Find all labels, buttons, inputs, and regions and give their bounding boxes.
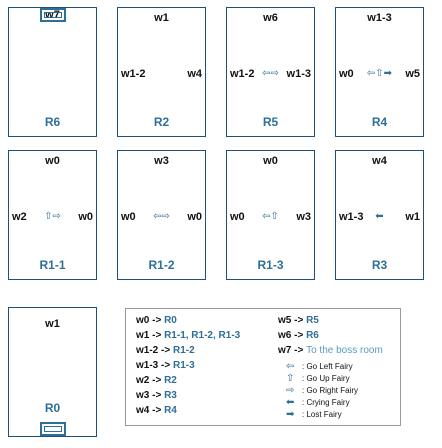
- fairy-icons: ⇦⇨: [153, 211, 170, 222]
- mapping-source: w7 ->: [278, 345, 307, 356]
- mapping-target: R1-1, R1-2, R1-3: [164, 330, 241, 341]
- room-right-label: w0: [78, 211, 93, 223]
- mapping-source: w4 ->: [136, 405, 165, 416]
- room-name: R1-2: [148, 258, 175, 272]
- fairy-icon: ⬅: [286, 397, 295, 408]
- room-left-label: w1-2: [121, 68, 146, 80]
- room-right-label: w0: [187, 211, 202, 223]
- room-top-label: w6: [263, 12, 278, 24]
- room-right-label: w4: [187, 68, 202, 80]
- fairy-icons: ⇧⇨: [44, 211, 61, 222]
- room-left-label: w0: [230, 211, 245, 223]
- room-right-label: w3: [296, 211, 311, 223]
- mapping-target: R3: [164, 390, 177, 401]
- room-r4: [335, 7, 424, 137]
- mapping-target: R1-3: [172, 360, 195, 371]
- fairy-icons: ⇦⇧➡: [366, 68, 393, 79]
- room-r1-1: [8, 150, 97, 280]
- room-top-label: w0: [45, 155, 60, 167]
- legend-key-label: : Go Left Fairy: [302, 362, 353, 371]
- room-name: R6: [44, 115, 61, 129]
- room-name: R4: [371, 115, 388, 129]
- legend-mapping-row: [278, 345, 383, 356]
- room-top-label: w4: [372, 155, 387, 167]
- room-top-label: w1: [45, 318, 60, 330]
- room-name: R0: [44, 401, 61, 415]
- room-left-label: w1-2: [230, 68, 255, 80]
- legend-key-label: : Go Right Fairy: [302, 386, 359, 395]
- legend-mapping-row: [136, 375, 177, 386]
- room-top-label: w1-3: [367, 12, 392, 24]
- mapping-source: w1 ->: [136, 330, 165, 341]
- room-name: R2: [153, 115, 170, 129]
- fairy-icons: ⇦⇨: [262, 68, 279, 79]
- fairy-icon: ⇨: [286, 385, 295, 396]
- legend-key-row: [286, 361, 353, 372]
- mapping-target: R4: [164, 405, 177, 416]
- room-name: R5: [262, 115, 279, 129]
- room-r6: [8, 7, 97, 137]
- legend-mapping-row: [278, 315, 319, 326]
- mapping-source: w3 ->: [136, 390, 165, 401]
- fairy-icon: ⇧: [286, 373, 295, 384]
- room-name: R3: [371, 258, 388, 272]
- mapping-target: To the boss room: [306, 345, 383, 356]
- mapping-target: R2: [164, 375, 177, 386]
- legend-key-row: [286, 409, 342, 420]
- room-r1-2: [117, 150, 206, 280]
- room-top-label: w1: [154, 12, 169, 24]
- door-label: w7: [45, 9, 60, 21]
- mapping-target: R0: [164, 315, 177, 326]
- mapping-source: w2 ->: [136, 375, 165, 386]
- mapping-target: R1-2: [172, 345, 195, 356]
- room-left-label: w1-3: [339, 211, 364, 223]
- mapping-source: w1-3 ->: [136, 360, 173, 371]
- legend-mapping-row: [136, 360, 195, 371]
- room-name: R1-1: [39, 258, 66, 272]
- mapping-target: R5: [306, 315, 319, 326]
- legend-key-label: : Lost Fairy: [302, 410, 342, 419]
- room-name: R1-3: [257, 258, 284, 272]
- room-r0: [8, 307, 97, 437]
- legend-key-row: [286, 385, 358, 396]
- room-top-label: w3: [154, 155, 169, 167]
- legend-key-label: : Crying Fairy: [302, 398, 350, 407]
- legend-mapping-row: [136, 345, 195, 356]
- mapping-source: w0 ->: [136, 315, 165, 326]
- legend-mapping-row: [136, 330, 240, 341]
- mapping-source: w1-2 ->: [136, 345, 173, 356]
- mapping-source: w5 ->: [278, 315, 307, 326]
- room-r1-3: [226, 150, 315, 280]
- room-r5: [226, 7, 315, 137]
- mapping-source: w6 ->: [278, 330, 307, 341]
- legend-key-row: [286, 397, 350, 408]
- legend-key-row: [286, 373, 350, 384]
- legend-mapping-row: [136, 390, 177, 401]
- room-r2: [117, 7, 206, 137]
- legend-mapping-row: [278, 330, 319, 341]
- room-right-label: w5: [405, 68, 420, 80]
- legend-mapping-row: [136, 315, 177, 326]
- room-r3: [335, 150, 424, 280]
- fairy-icon: ⇦: [286, 361, 295, 372]
- legend-mapping-row: [136, 405, 177, 416]
- room-right-label: w1-3: [286, 68, 311, 80]
- room-left-label: w2: [12, 211, 27, 223]
- room-top-label: w0: [263, 155, 278, 167]
- room-left-label: w0: [339, 68, 354, 80]
- room-left-label: w0: [121, 211, 136, 223]
- legend: [125, 308, 401, 426]
- fairy-icons: ⬅: [375, 211, 384, 222]
- legend-key-label: : Go Up Fairy: [302, 374, 350, 383]
- door-top: [40, 8, 66, 22]
- fairy-icon: ➡: [286, 409, 295, 420]
- fairy-icons: ⇦⇧: [262, 211, 279, 222]
- entrance-door: [40, 422, 66, 436]
- mapping-target: R6: [306, 330, 319, 341]
- room-right-label: w1: [405, 211, 420, 223]
